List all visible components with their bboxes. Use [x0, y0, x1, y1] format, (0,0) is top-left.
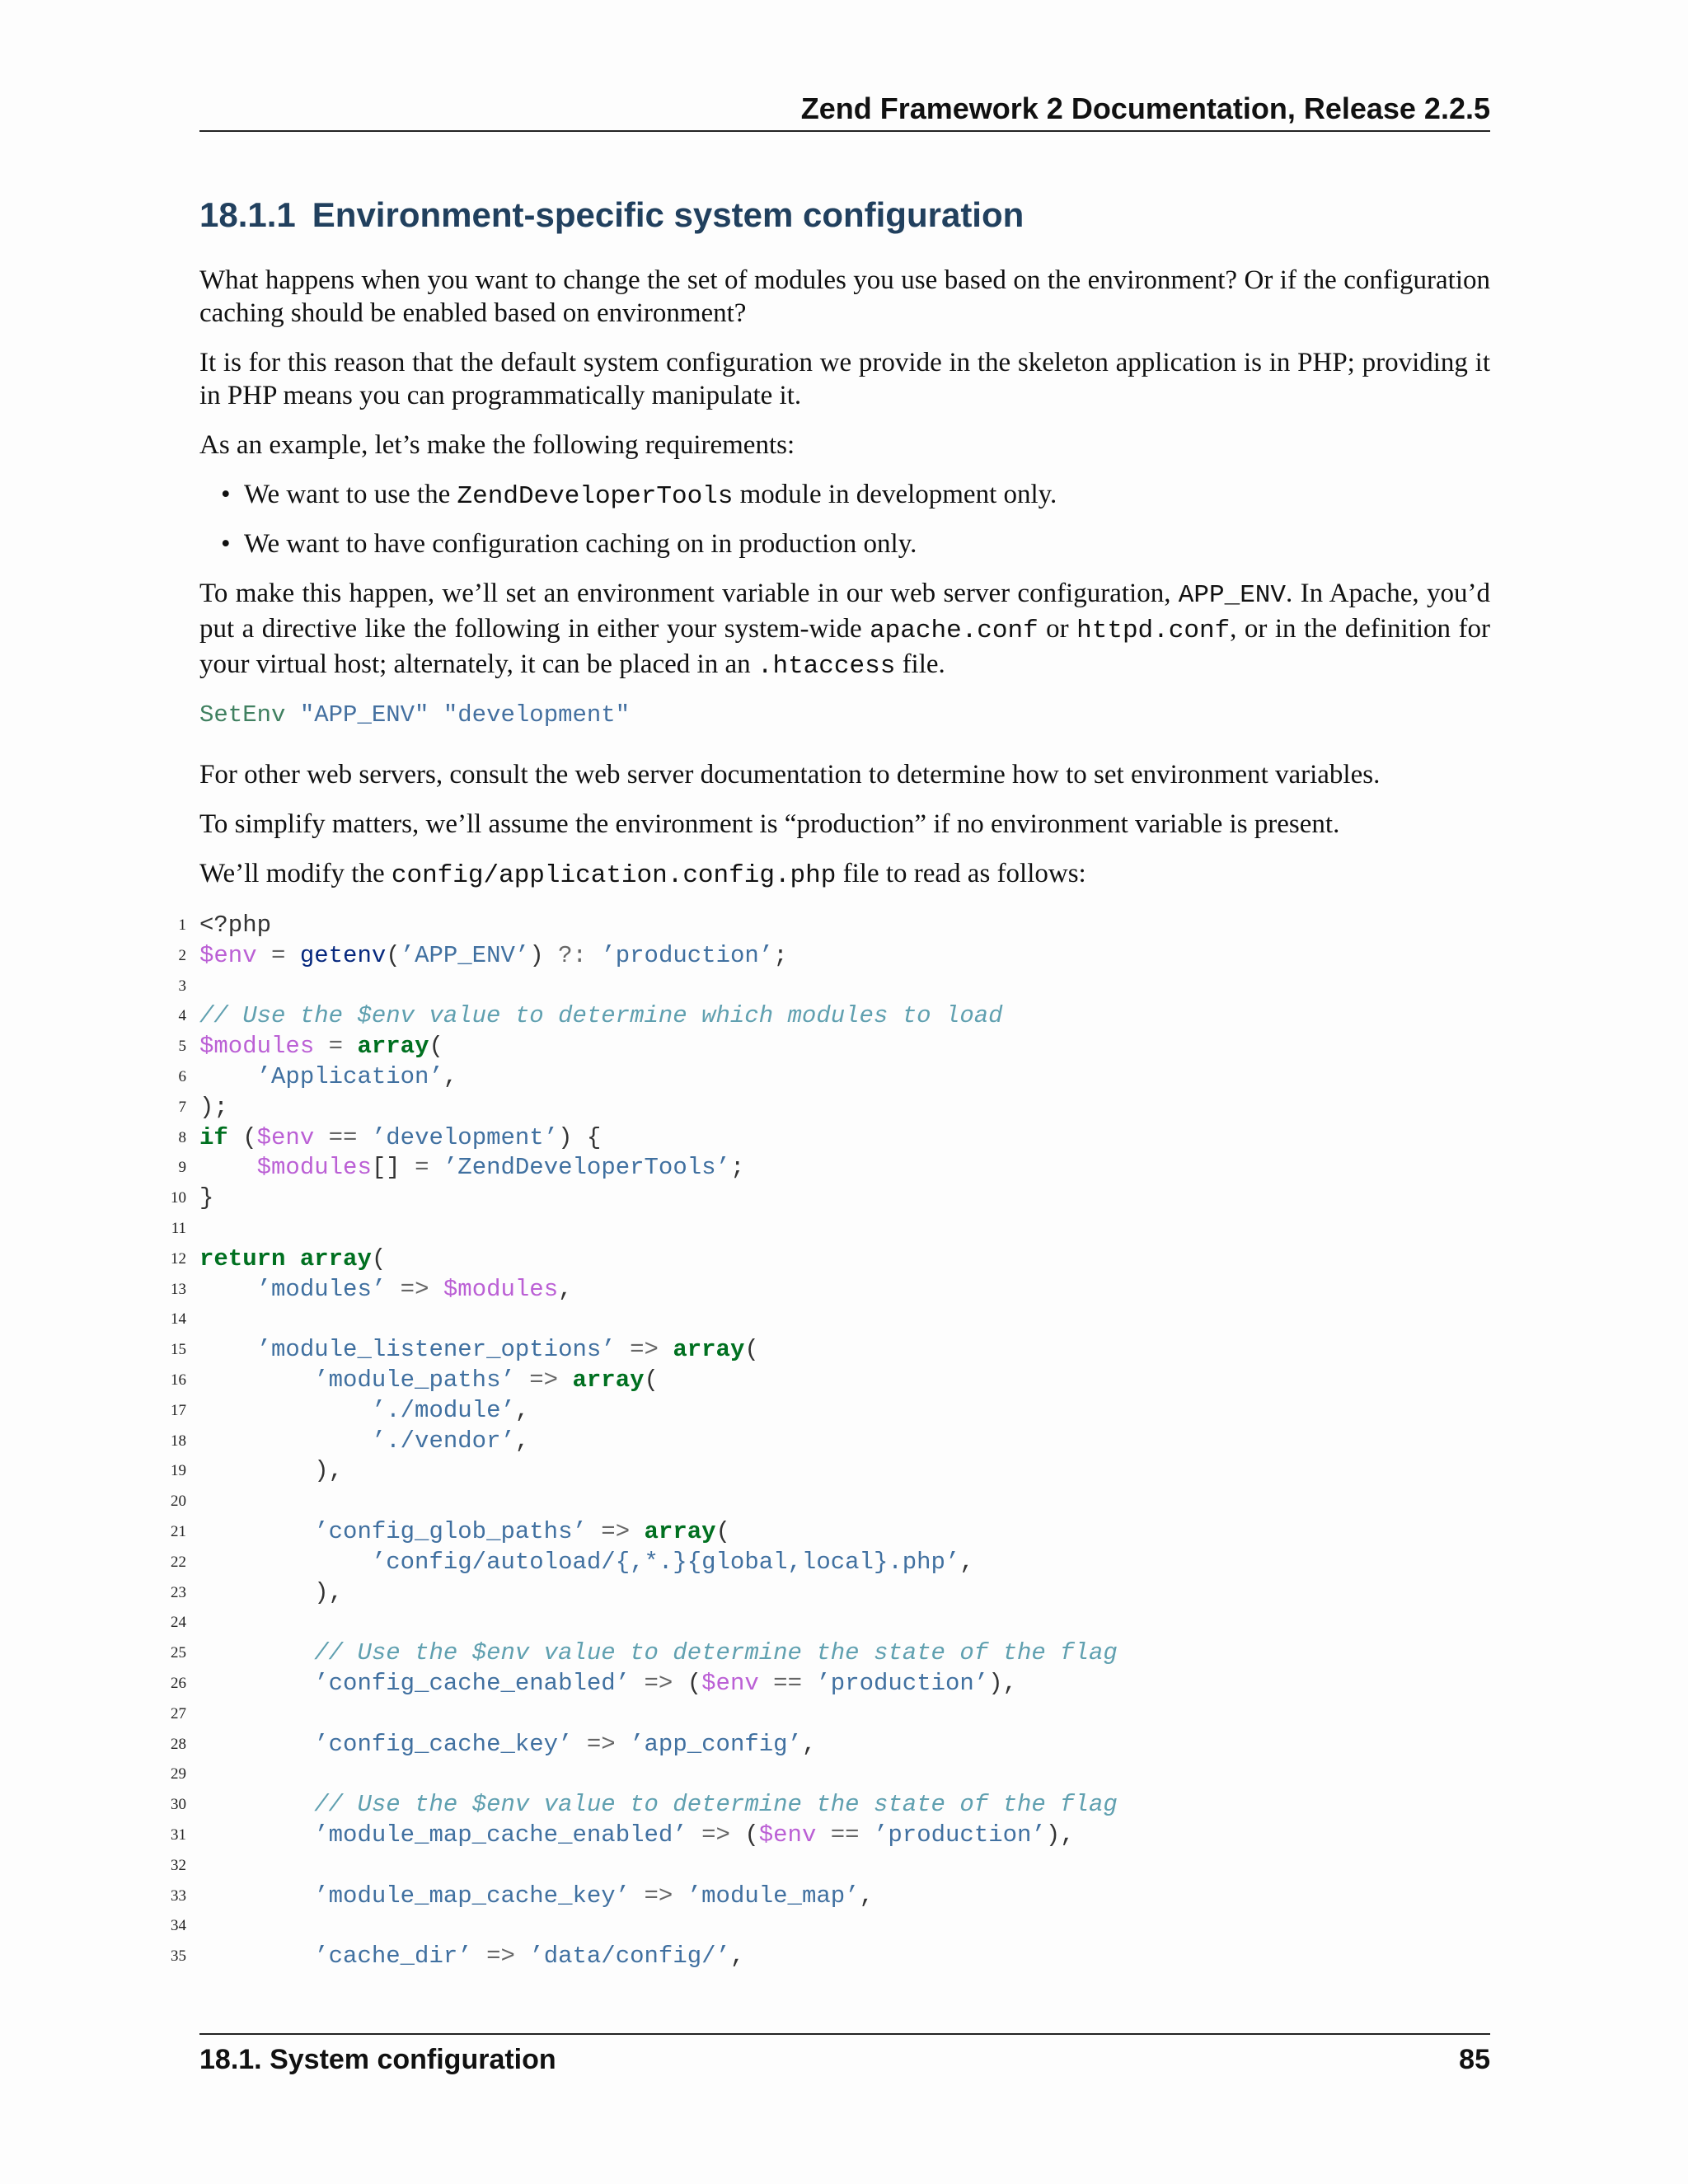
code-token: (: [371, 1244, 387, 1272]
code-line: [171, 1366, 1118, 1396]
code-token: [285, 1245, 299, 1272]
code-line: [171, 1396, 1118, 1427]
code-token: // Use the $env value to determine which modules to load: [199, 1002, 1003, 1030]
code-token: $env: [701, 1669, 759, 1697]
line-number: 35: [171, 1947, 186, 1966]
line-number: 2: [178, 946, 186, 964]
code-token: $env: [758, 1821, 817, 1849]
line-number: 29: [171, 1765, 186, 1783]
code-token: [429, 1154, 443, 1181]
code-line: [171, 1760, 1118, 1790]
code-line: [171, 1851, 1118, 1882]
code-token: [199, 1670, 314, 1697]
code-token: =>: [630, 1669, 687, 1697]
code-token: =: [256, 941, 300, 969]
code-line: [171, 1699, 1118, 1730]
code-token: ’config_cache_enabled’: [314, 1669, 631, 1697]
running-header: Zend Framework 2 Documentation, Release 2.2.5: [800, 91, 1490, 125]
code-token: (: [644, 1366, 659, 1394]
code-token: (: [715, 1517, 730, 1545]
page-number: 85: [1459, 2044, 1490, 2075]
code-line: [171, 1578, 1118, 1609]
code-token: (: [687, 1669, 702, 1697]
code-token: ’modules’: [256, 1275, 387, 1303]
code-line: [178, 1153, 1118, 1183]
code-token: ’production’: [816, 1669, 989, 1697]
paragraph: It is for this reason that the default system configuration we provide in the skeleton application is in PHP; providing it in PHP means you can programmatically manipulate it.: [199, 348, 1490, 410]
line-number: 1: [178, 916, 186, 934]
code-line: [171, 1335, 1118, 1366]
code-token: =>: [687, 1821, 745, 1849]
code-token: ,: [801, 1730, 817, 1758]
code-token: ’APP_ENV’: [400, 941, 530, 969]
code-line: [178, 1032, 1118, 1062]
code-token: ,: [959, 1548, 974, 1576]
code-line: [171, 1305, 1118, 1335]
line-number: 22: [171, 1553, 186, 1571]
code-line: [171, 1669, 1118, 1699]
code-line: [171, 1942, 1118, 1972]
paragraph: As an example, let’s make the following requirements:: [199, 430, 795, 460]
code-token: );: [199, 1093, 228, 1121]
code-token: // Use the $env value to determine the state of the flag: [314, 1639, 1118, 1667]
code-token: [199, 1366, 314, 1394]
code-token: ’ZendDeveloperTools’: [443, 1154, 730, 1182]
line-number: 16: [171, 1371, 186, 1389]
code-line: [171, 1244, 1118, 1275]
code-token: ’production’: [601, 941, 774, 969]
code-token: $env: [199, 941, 257, 969]
line-number: 20: [171, 1493, 186, 1511]
code-line: [171, 1790, 1118, 1821]
code-token: ==: [314, 1123, 372, 1151]
code-token: [199, 1549, 372, 1576]
line-number: 15: [171, 1341, 186, 1359]
code-token: (: [386, 941, 401, 969]
line-number: 32: [171, 1856, 186, 1874]
code-token: ,: [514, 1427, 530, 1455]
code-line: [171, 1548, 1118, 1578]
code-token: ): [529, 941, 559, 969]
code-token: (: [744, 1336, 759, 1364]
code-token: ;: [729, 1154, 745, 1182]
line-number: 27: [171, 1704, 186, 1722]
code-token: ,: [859, 1882, 874, 1910]
line-number: 6: [178, 1067, 186, 1085]
line-number: 21: [171, 1522, 186, 1540]
line-number: 10: [171, 1189, 186, 1207]
code-token: }: [199, 1184, 214, 1212]
code-token: ’config_cache_key’: [314, 1730, 573, 1758]
paragraph: To make this happen, we’ll set an environment variable in our web server configuration, APP_ENV. In Apache, you’d put a directive like the following in either your system-wide apache.conf or httpd.conf, or in the definition for your virtual host; alternately, it can be placed in an .htaccess file.: [199, 579, 1490, 681]
php-code-block: [171, 911, 1118, 1972]
line-number: 12: [171, 1249, 186, 1268]
code-line: [171, 1882, 1118, 1912]
code-line: [171, 1730, 1118, 1760]
code-token: ’production’: [874, 1821, 1046, 1849]
code-token: [199, 1336, 257, 1363]
code-token: (: [744, 1821, 759, 1849]
code-token: =>: [586, 1517, 645, 1545]
code-token: getenv: [299, 941, 387, 969]
code-line: [178, 1062, 1118, 1093]
line-number: 31: [171, 1825, 186, 1844]
line-number: 33: [171, 1886, 186, 1905]
code-token: array: [673, 1336, 745, 1364]
inline-code: APP_ENV: [1178, 581, 1287, 610]
line-number: 5: [178, 1038, 186, 1056]
paragraph: We’ll modify the config/application.config.php file to read as follows:: [199, 859, 1086, 890]
code-token: [199, 1731, 314, 1758]
bullet-icon: •: [221, 480, 231, 509]
code-token: array: [299, 1244, 372, 1272]
inline-code: .htaccess: [757, 652, 896, 681]
code-token: =: [314, 1033, 358, 1061]
code-token: [199, 1276, 257, 1303]
code-token: [199, 1427, 372, 1455]
line-number: 24: [171, 1614, 186, 1632]
bullet-icon: •: [221, 529, 231, 559]
line-number: 14: [171, 1310, 186, 1329]
code-token: =: [415, 1154, 429, 1182]
code-token: =>: [514, 1366, 573, 1394]
inline-code: config/application.config.php: [391, 861, 837, 890]
code-line: [171, 1911, 1118, 1942]
code-token: =>: [630, 1882, 687, 1910]
line-number: 23: [171, 1583, 186, 1601]
code-token: ),: [199, 1578, 344, 1606]
code-line: [171, 1517, 1118, 1548]
line-number: 7: [178, 1098, 186, 1116]
code-line: [171, 1456, 1118, 1487]
code-line: [171, 1608, 1118, 1638]
code-token: ’./module’: [371, 1396, 515, 1424]
code-token: ,: [558, 1275, 573, 1303]
code-token: ’development’: [371, 1123, 559, 1151]
section-heading: [199, 192, 1024, 238]
code-line: [178, 1093, 1118, 1123]
footer-section-title: 18.1. System configuration: [199, 2044, 556, 2075]
line-number: 25: [171, 1644, 186, 1662]
code-token: [199, 1518, 314, 1545]
code-token: ’module_paths’: [314, 1366, 515, 1394]
code-token: ,: [443, 1062, 458, 1090]
code-token: [199, 1397, 372, 1424]
code-token: ’module_listener_options’: [256, 1336, 616, 1364]
code-token: [199, 1639, 314, 1666]
line-number: 17: [171, 1401, 186, 1419]
code-token: ==: [816, 1821, 874, 1849]
line-number: 30: [171, 1796, 186, 1814]
line-number: 34: [171, 1917, 186, 1935]
code-token: ’module_map’: [687, 1882, 860, 1910]
inline-code: ZendDeveloperTools: [457, 482, 734, 511]
apache-directive-code: SetEnv "APP_ENV" "development": [199, 701, 631, 729]
code-token: [199, 1882, 314, 1910]
paragraph: To simplify matters, we’ll assume the environment is “production” if no environment variable is present.: [199, 809, 1340, 839]
list-item: • We want to have configuration caching on in production only.: [221, 529, 917, 559]
code-token: ,: [729, 1943, 745, 1971]
code-line: [171, 1821, 1118, 1851]
line-number: 13: [171, 1280, 186, 1298]
code-token: ’config/autoload/{,*.}{global,local}.php’: [371, 1548, 960, 1576]
code-token: return: [199, 1244, 286, 1272]
list-item: • We want to use the ZendDeveloperTools module in development only.: [221, 480, 1057, 511]
code-token: (: [227, 1123, 257, 1151]
code-token: // Use the $env value to determine the state of the flag: [314, 1791, 1118, 1819]
code-token: ’module_map_cache_enabled’: [314, 1821, 687, 1849]
code-token: =>: [572, 1730, 631, 1758]
line-number: 8: [178, 1128, 186, 1146]
code-token: $modules: [256, 1154, 372, 1182]
code-token: [199, 1791, 314, 1818]
code-token: ==: [758, 1669, 817, 1697]
code-token: ’module_map_cache_key’: [314, 1882, 631, 1910]
code-token: if: [199, 1123, 228, 1151]
line-number: 9: [178, 1159, 186, 1177]
code-token: $modules: [199, 1033, 315, 1061]
code-token: []: [371, 1154, 415, 1182]
code-token: <?php: [199, 912, 272, 939]
code-token: ’./vendor’: [371, 1427, 515, 1455]
code-line: [171, 1487, 1118, 1517]
code-line: [178, 941, 1118, 972]
code-line: [171, 1275, 1118, 1305]
inline-code: httpd.conf: [1076, 616, 1231, 645]
code-token: ),: [199, 1457, 344, 1485]
code-line: [178, 972, 1118, 1002]
code-token: [199, 1943, 314, 1970]
code-token: (: [429, 1033, 443, 1061]
footer-rule: [199, 2033, 1490, 2035]
paragraph: What happens when you want to change the set of modules you use based on the environment? Or if the configuration caching should be enabled based on environment?: [199, 265, 1490, 328]
code-token: [587, 942, 601, 969]
code-line: [171, 1214, 1118, 1244]
section-number: 18.1.1: [199, 195, 296, 234]
line-number: 3: [178, 977, 186, 995]
code-token: ) {: [558, 1123, 602, 1151]
code-token: ’data/config/’: [529, 1943, 730, 1971]
paragraph: For other web servers, consult the web server documentation to determine how to set environment variables.: [199, 760, 1381, 790]
code-token: $env: [256, 1123, 315, 1151]
code-line: [171, 1638, 1118, 1669]
code-token: ;: [773, 941, 788, 969]
code-token: =>: [471, 1943, 530, 1971]
code-token: ’config_glob_paths’: [314, 1517, 587, 1545]
code-token: array: [357, 1033, 429, 1061]
code-token: [199, 1063, 257, 1090]
code-token: $modules: [443, 1275, 559, 1303]
code-token: ),: [988, 1669, 1018, 1697]
code-token: [199, 1154, 257, 1181]
code-token: array: [644, 1517, 716, 1545]
code-token: ’Application’: [256, 1062, 443, 1090]
line-number: 18: [171, 1432, 186, 1450]
code-line: [178, 1123, 1118, 1154]
line-number: 19: [171, 1462, 186, 1480]
code-token: ,: [514, 1396, 530, 1424]
code-line: [171, 1183, 1118, 1214]
header-rule: [199, 130, 1490, 132]
line-number: 28: [171, 1735, 186, 1753]
line-number: 26: [171, 1674, 186, 1692]
line-number: 4: [178, 1007, 186, 1025]
code-line: [178, 911, 1118, 941]
code-token: [199, 1821, 314, 1849]
code-token: ),: [1045, 1821, 1075, 1849]
code-token: =>: [615, 1336, 673, 1364]
code-line: [171, 1427, 1118, 1457]
inline-code: apache.conf: [870, 616, 1039, 645]
code-token: array: [572, 1366, 645, 1394]
code-token: ?:: [558, 941, 587, 969]
code-token: =>: [386, 1275, 443, 1303]
code-token: ’cache_dir’: [314, 1943, 472, 1971]
code-line: [178, 1001, 1118, 1032]
section-title: Environment-specific system configuration: [312, 195, 1025, 234]
code-token: ’app_config’: [630, 1730, 802, 1758]
line-number: 11: [171, 1219, 186, 1237]
